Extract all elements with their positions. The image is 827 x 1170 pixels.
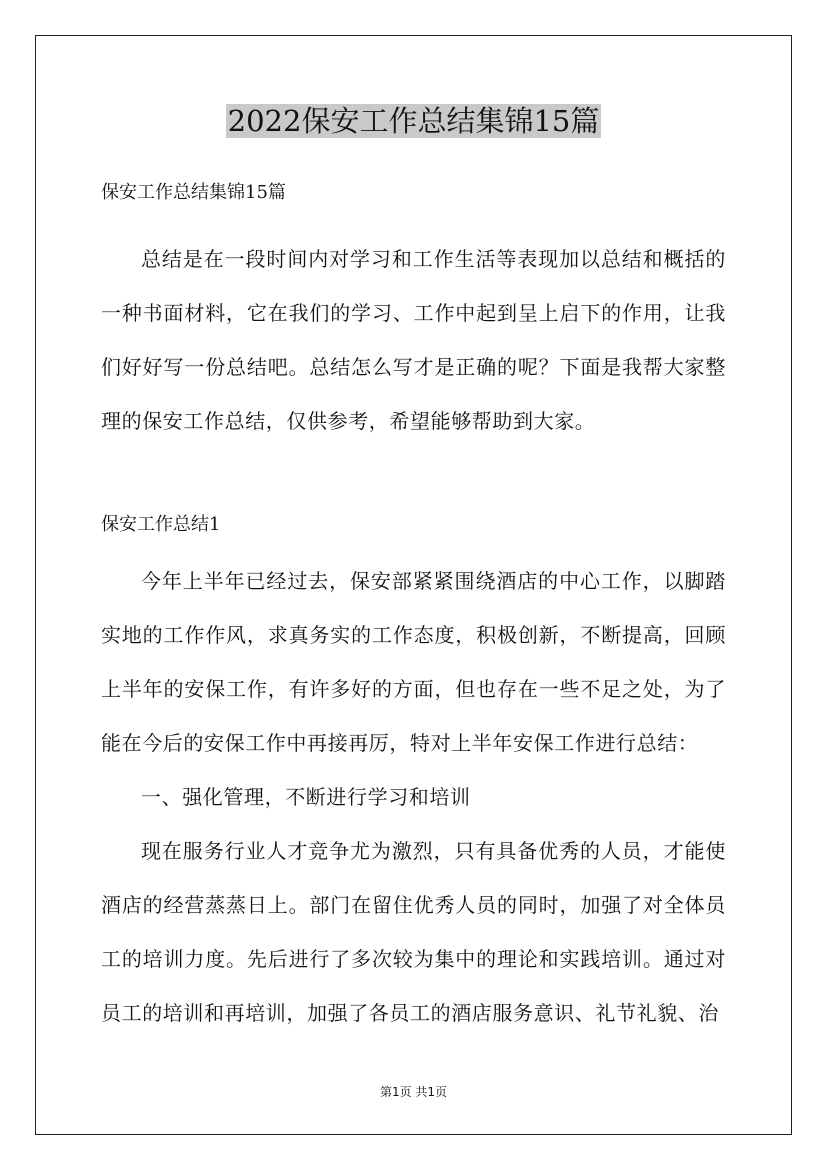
section-heading: 保安工作总结1	[101, 514, 221, 535]
section-1	[101, 508, 726, 1040]
section-subheading: 一、强化管理，不断进行学习和培训	[141, 785, 471, 809]
document-body	[101, 176, 726, 1040]
document-title	[0, 101, 827, 141]
section-paragraph: 现在服务行业人才竞争尤为激烈，只有具备优秀的人员，才能使酒店的经营蒸蒸日上。部门在留住优秀人员的同时，加强了对全体员工的培训力度。先后进行了多次较为集中的理论和实践培训。通过对员工的培训和再培训，加强了各员工的酒店服务意识、礼节礼貌、治	[101, 839, 726, 1025]
page-footer: 第1页 共1页	[379, 1085, 448, 1099]
section-paragraph: 今年上半年已经过去，保安部紧紧围绕酒店的中心工作，以脚踏实地的工作作风，求真务实的工作态度，积极创新，不断提高，回顾上半年的安保工作，有许多好的方面，但也存在一些不足之处，为了能在今后的安保工作中再接再厉，特对上半年安保工作进行总结：	[101, 569, 726, 755]
document-title-text: 2022保安工作总结集锦15篇	[227, 104, 600, 138]
intro-paragraph: 总结是在一段时间内对学习和工作生活等表现加以总结和概括的一种书面材料，它在我们的学习、工作中起到呈上启下的作用，让我们好好写一份总结吧。总结怎么写才是正确的呢？下面是我帮大家整理的保安工作总结，仅供参考，希望能够帮助到大家。	[101, 247, 726, 433]
document-subtitle: 保安工作总结集锦15篇	[101, 182, 286, 203]
